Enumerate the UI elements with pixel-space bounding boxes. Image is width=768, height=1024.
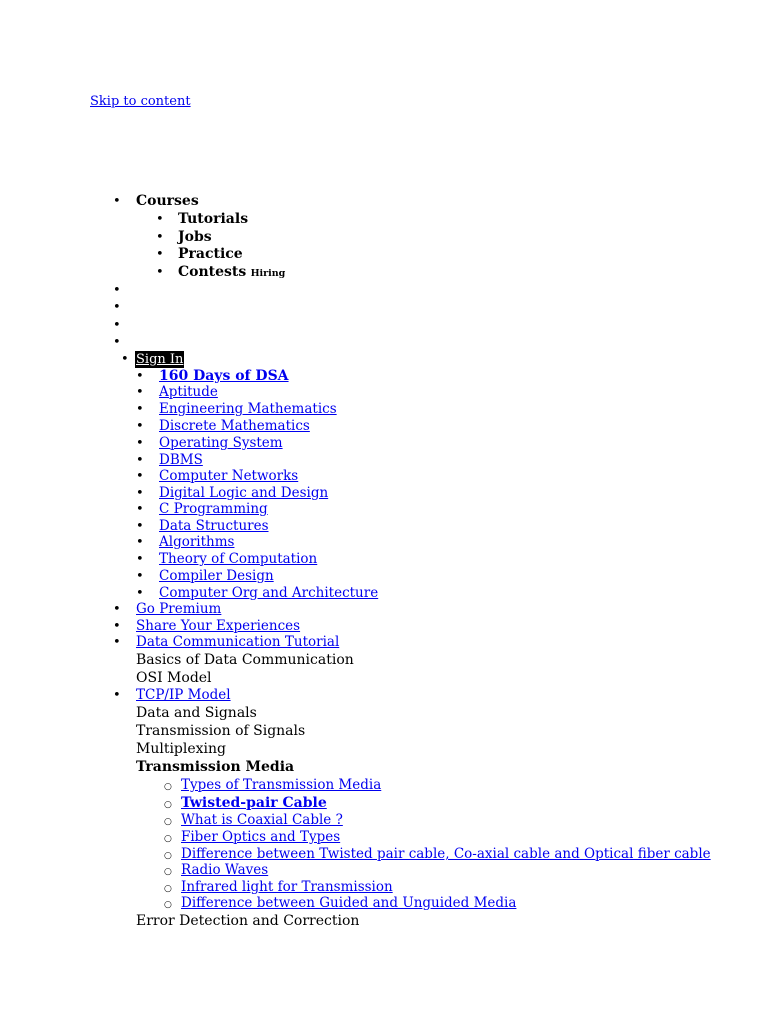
bullet: [113, 601, 121, 618]
bullet: [113, 334, 121, 351]
bullet: [136, 534, 144, 551]
subject-link[interactable]: Algorithms: [159, 534, 235, 550]
subject-link[interactable]: Theory of Computation: [159, 551, 318, 567]
nav-tutorials[interactable]: Tutorials: [178, 211, 249, 227]
bullet: [136, 568, 144, 585]
bullet: [136, 418, 144, 435]
bullet: [136, 518, 144, 535]
bullet: [136, 368, 144, 385]
nav-practice[interactable]: Practice: [178, 246, 243, 262]
go-premium-link[interactable]: Go Premium: [136, 601, 222, 617]
bullet: [113, 317, 121, 334]
subject-link[interactable]: 160 Days of DSA: [159, 368, 289, 384]
bullet: [113, 687, 121, 704]
subject-link[interactable]: Aptitude: [159, 384, 218, 400]
bullet: [121, 351, 129, 368]
bullet: [136, 401, 144, 418]
bullet: [136, 468, 144, 485]
subject-link[interactable]: Computer Org and Architecture: [159, 585, 379, 601]
current-section-heading[interactable]: Transmission Media: [136, 759, 295, 775]
subject-link[interactable]: C Programming: [159, 501, 268, 517]
circle-bullet: [164, 777, 172, 796]
bullet: [113, 618, 121, 635]
tcpip-model-link[interactable]: TCP/IP Model: [136, 687, 231, 703]
nav-contests-label: Contests: [178, 264, 247, 280]
section-heading[interactable]: OSI Model: [136, 670, 212, 686]
subject-link[interactable]: Operating System: [159, 435, 283, 451]
bullet: [113, 282, 121, 299]
subject-link[interactable]: Compiler Design: [159, 568, 274, 584]
bullet: [136, 485, 144, 502]
subject-link[interactable]: Digital Logic and Design: [159, 485, 329, 501]
circle-bullet: [164, 895, 172, 914]
skip-to-content-link[interactable]: Skip to content: [90, 94, 191, 109]
nav-contests[interactable]: [178, 264, 285, 282]
data-communication-tutorial-link[interactable]: Data Communication Tutorial: [136, 634, 340, 650]
section-heading[interactable]: Error Detection and Correction: [136, 913, 360, 929]
media-link[interactable]: Fiber Optics and Types: [181, 829, 341, 845]
media-link[interactable]: Difference between Guided and Unguided Media: [181, 895, 517, 911]
subject-link[interactable]: Discrete Mathematics: [159, 418, 310, 434]
media-link[interactable]: Difference between Twisted pair cable, Co-axial cable and Optical fiber cable: [181, 846, 711, 862]
nav-courses[interactable]: Courses: [136, 193, 199, 209]
nav-jobs[interactable]: Jobs: [178, 229, 212, 245]
section-heading[interactable]: Data and Signals: [136, 705, 257, 721]
bullet: [156, 264, 164, 281]
subject-link[interactable]: Computer Networks: [159, 468, 299, 484]
subject-link[interactable]: DBMS: [159, 452, 203, 468]
bullet: [113, 299, 121, 316]
bullet: [136, 435, 144, 452]
bullet: [136, 452, 144, 469]
bullet: [113, 634, 121, 651]
bullet: [156, 229, 164, 246]
media-link[interactable]: Radio Waves: [181, 862, 269, 878]
media-link[interactable]: Twisted-pair Cable: [181, 795, 327, 811]
subject-link[interactable]: Engineering Mathematics: [159, 401, 337, 417]
bullet: [136, 585, 144, 602]
bullet: [136, 501, 144, 518]
bullet: [136, 384, 144, 401]
share-experiences-link[interactable]: Share Your Experiences: [136, 618, 301, 634]
hiring-badge: Hiring: [250, 268, 286, 279]
media-link[interactable]: Infrared light for Transmission: [181, 879, 393, 895]
section-heading[interactable]: Multiplexing: [136, 741, 227, 757]
section-heading[interactable]: Transmission of Signals: [136, 723, 306, 739]
subject-link[interactable]: Data Structures: [159, 518, 269, 534]
bullet: [156, 246, 164, 263]
section-heading[interactable]: Basics of Data Communication: [136, 652, 354, 668]
bullet: [156, 211, 164, 228]
bullet: [136, 551, 144, 568]
bullet: [113, 193, 121, 210]
media-link[interactable]: Types of Transmission Media: [181, 777, 382, 793]
media-link[interactable]: What is Coaxial Cable ?: [181, 812, 343, 828]
sign-in-button[interactable]: Sign In: [136, 352, 184, 367]
